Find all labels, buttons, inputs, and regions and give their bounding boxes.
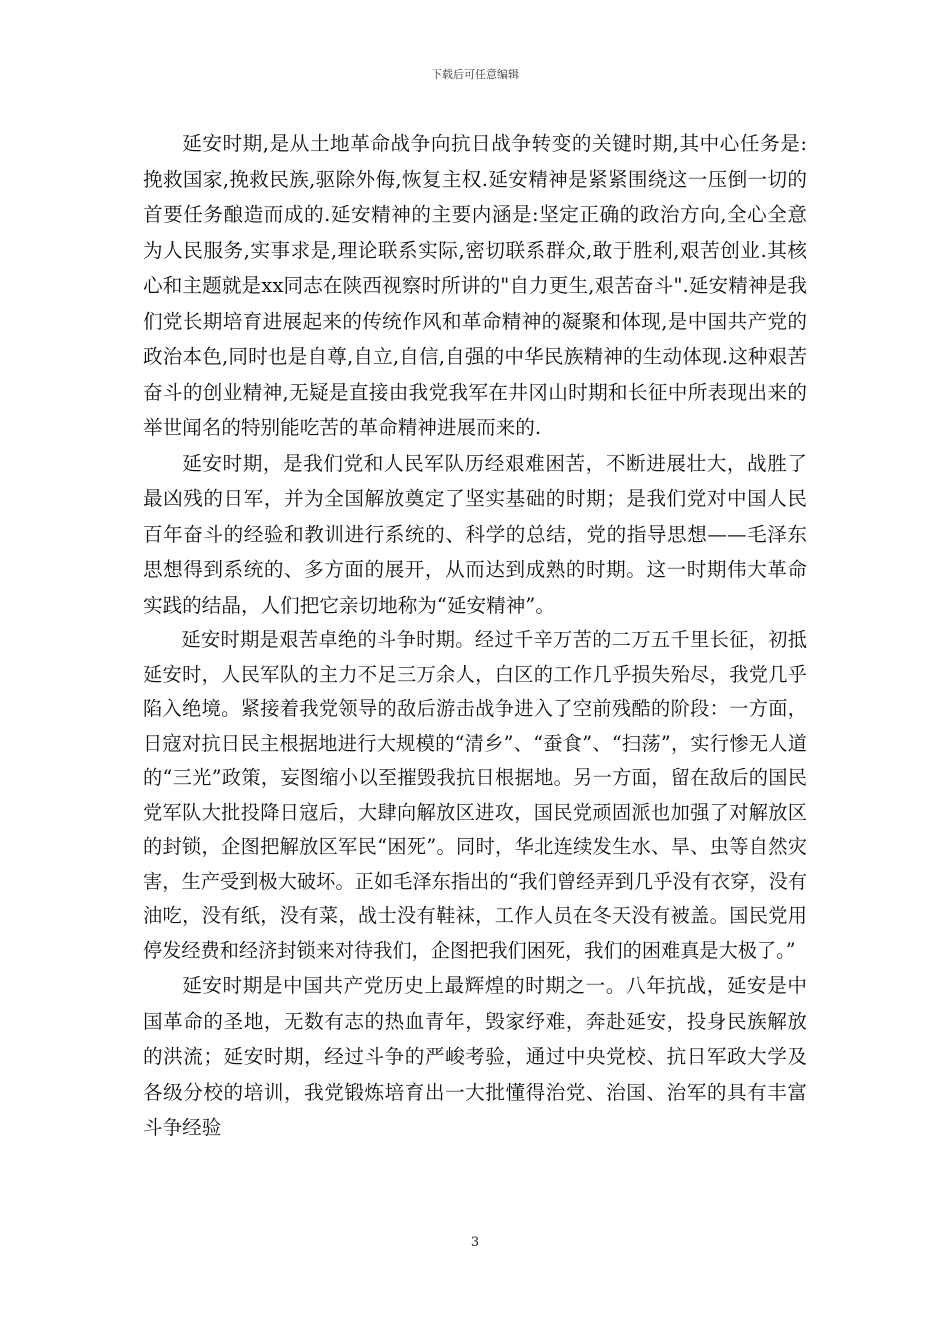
paragraph-4: 延安时期是中国共产党历史上最辉煌的时期之一。八年抗战，延安是中国革命的圣地，无数有志的热血青年，毁家纾难，奔赴延安，投身民族解放的洪流；延安时期，经过斗争的严峻考验，通过中央党校、抗日军政大学及各级分校的培训，我党锻炼培育出一大批懂得治党、治国、治军的具有丰富斗争经验 xyxy=(143,974,807,1139)
paragraph-1: 延安时期,是从土地革命战争向抗日战争转变的关键时期,其中心任务是:挽救国家,挽救民族,驱除外侮,恢复主权.延安精神是紧紧围绕这一压倒一切的首要任务酿造而成的.延安精神的主要内涵是:坚定正确的政治方向,全心全意为人民服务,实事求是,理论联系实际,密切联系群众,敢于胜利,艰苦创业.其核心和主题就是xx同志在陕西视察时所讲的"自力更生,艰苦奋斗".延安精神是我们党长期培育进展起来的传统作风和革命精神的凝聚和体现,是中国共产党的政治本色,同时也是自尊,自立,自信,自强的中华民族精神的生动体现.这种艰苦奋斗的创业精神,无疑是直接由我党我军在井冈山时期和长征中所表现出来的举世闻名的特别能吃苦的革命精神进展而来的. xyxy=(143,132,807,439)
page-number: 3 xyxy=(470,1235,480,1250)
page-header: 下载后可任意编辑 xyxy=(431,68,519,81)
paragraph-3: 延安时期是艰苦卓绝的斗争时期。经过千辛万苦的二万五千里长征，初抵延安时，人民军队的主力不足三万余人，白区的工作几乎损失殆尽，我党几乎陷入绝境。紧接着我党领导的敌后游击战争进入了空前残酷的阶段：一方面，日寇对抗日民主根据地进行大规模的“清乡”、“蚕食”、“扫荡”，实行惨无人道的“三光”政策，妄图缩小以至摧毁我抗日根据地。另一方面，留在敌后的国民党军队大批投降日寇后，大肆向解放区进攻，国民党顽固派也加强了对解放区的封锁，企图把解放区军民“困死”。同时，华北连续发生水、旱、虫等自然灾害，生产受到极大破坏。正如毛泽东指出的“我们曾经弄到几乎没有衣穿，没有油吃，没有纸，没有菜，战士没有鞋袜，工作人员在冬天没有被盖。国民党用停发经费和经济封锁来对待我们，企图把我们困死，我们的困难真是大极了。” xyxy=(143,628,807,962)
document-body xyxy=(143,126,807,1146)
paragraph-2: 延安时期，是我们党和人民军队历经艰难困苦，不断进展壮大，战胜了最凶残的日军，并为全国解放奠定了坚实基础的时期；是我们党对中国人民百年奋斗的经验和教训进行系统的、科学的总结，党的指导思想——毛泽东思想得到系统的、多方面的展开，从而达到成熟的时期。这一时期伟大革命实践的结晶，人们把它亲切地称为“延安精神”。 xyxy=(143,451,807,617)
